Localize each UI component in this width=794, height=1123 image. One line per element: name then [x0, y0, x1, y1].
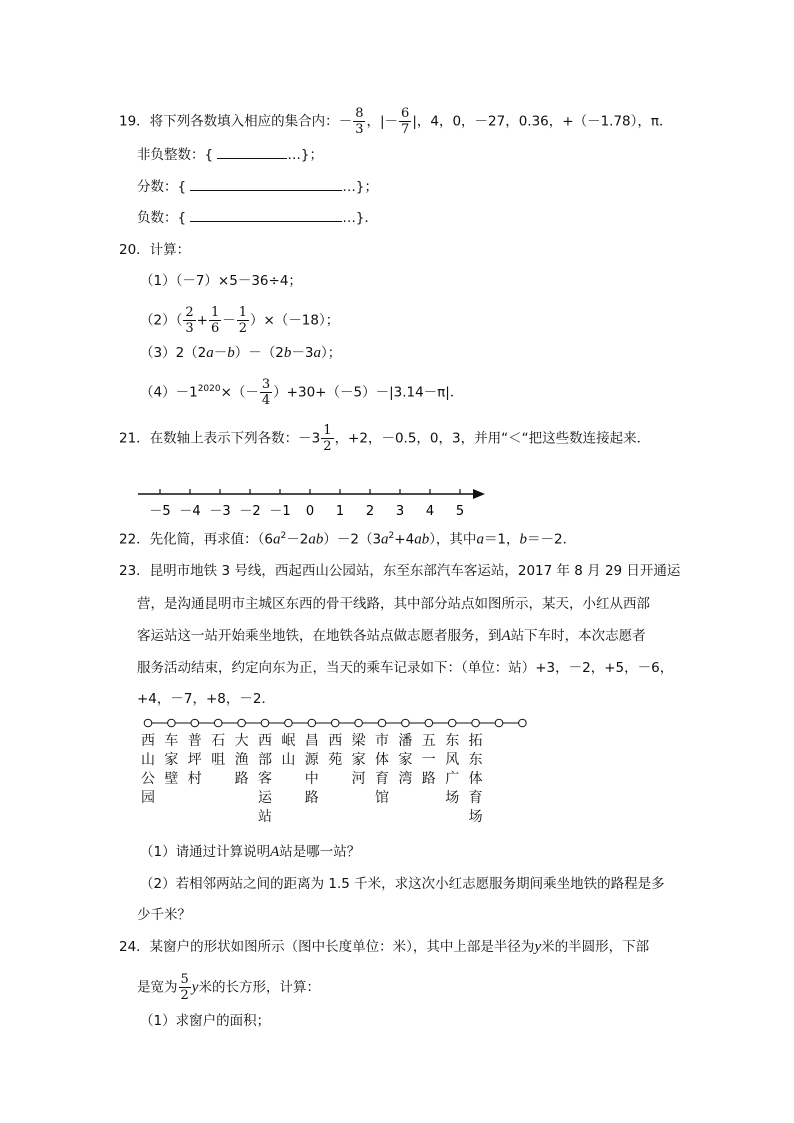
q24-line1: 24．某窗户的形状如图所示（图中长度单位：米），其中上部是半径为y米的半圆形，下部 — [119, 939, 650, 955]
station-dot — [495, 719, 503, 727]
tick-label: 1 — [335, 504, 345, 519]
station-label: 五一路 — [421, 733, 436, 787]
q20-title: 20．计算： — [119, 242, 191, 258]
tick-label: －5 — [149, 504, 171, 519]
q19-line — [119, 106, 673, 137]
mixed-fraction: $\frac{1}{2}$ — [323, 423, 332, 454]
neg-sign: － — [338, 113, 353, 130]
tick-label: 5 — [455, 504, 465, 519]
station-dot — [214, 719, 222, 727]
answer-blank[interactable] — [190, 209, 342, 222]
q24-line2: 是宽为 $\frac{5}{2}$ y米的长方形，计算： — [137, 972, 320, 1003]
q24-sub1: （1）求窗户的面积； — [140, 1013, 271, 1029]
tick-label: 3 — [395, 504, 405, 519]
number-line — [135, 484, 495, 524]
station-dot — [402, 719, 410, 727]
tick-label: 4 — [425, 504, 435, 519]
station-dot — [168, 719, 176, 727]
station-dot — [355, 719, 363, 727]
q19-lead: 19．将下列各数填入相应的集合内： — [119, 113, 339, 130]
station-label: 梁家河 — [351, 733, 366, 787]
station-dot — [331, 719, 339, 727]
station-dot — [308, 719, 316, 727]
station-dot — [238, 719, 246, 727]
station-label: 东风广场 — [445, 733, 460, 806]
station-dot — [191, 719, 199, 727]
fraction-5-2: $\frac{5}{2}$ — [180, 972, 189, 1003]
q23-line4: 服务活动结束，约定向东为正，当天的乘车记录如下：（单位：站）+3，－2，+5，－6， — [137, 660, 674, 676]
q23-line5: +4，－7，+8，－2． — [137, 691, 275, 707]
q23-sub1: （1）请通过计算说明A站是哪一站？ — [140, 844, 361, 860]
metro-line — [140, 716, 530, 730]
station-label: 石咀 — [211, 733, 226, 768]
q20-part2: （2）（ $\frac{2}{3}$ + $\frac{1}{6}$ － $\frac{1}{2}$ ）×（－18）； — [140, 305, 340, 336]
station-dot — [144, 719, 152, 727]
tick-label: －1 — [269, 504, 291, 519]
tick-label: －4 — [179, 504, 201, 519]
q23-line2: 营，是沟通昆明市主城区东西的骨干线路，其中部分站点如图所示，某天，小红从西部 — [137, 596, 650, 612]
station-label: 潘家湾 — [398, 733, 413, 787]
q20-part4: $(4)-1^{2020}\times(-$ $\frac{3}{4}$ ）+30+（－5）－|3.14－π|． — [140, 377, 464, 408]
q20-part3: （3）2（2a－b）－（2b－3a）； — [140, 345, 342, 361]
fraction-8-3: $\frac{8}{3}$ — [355, 106, 364, 137]
station-label: 车家壁 — [164, 733, 179, 787]
tick-label: 0 — [305, 504, 315, 519]
tick-label: 2 — [365, 504, 375, 519]
answer-blank[interactable] — [190, 178, 342, 191]
q23-line1: 23．昆明市地铁 3 号线，西起西山公园站，东至东部汽车客运站，2017 年 8 月 29 日开通运 — [119, 563, 681, 579]
set-nonneg-int: 非负整数：{ …}； — [137, 147, 323, 163]
station-label: 西部客运站 — [258, 733, 272, 825]
q23-sub2-cont: 少千米？ — [137, 907, 191, 923]
station-label: 普坪村 — [187, 733, 202, 787]
station-dot — [378, 719, 386, 727]
q23-line3: 客运站这一站开始乘坐地铁，在地铁各站点做志愿者服务，到A站下车时，本次志愿者 — [137, 628, 646, 644]
station-label: 大渔路 — [234, 733, 249, 787]
station-dot — [425, 719, 433, 727]
tick-label: －3 — [209, 504, 231, 519]
set-negative: 负数：{ …}． — [137, 210, 378, 226]
station-label: 岷山 — [281, 733, 296, 768]
station-label: 市体育馆 — [375, 733, 389, 806]
station-label: 西山公园 — [141, 733, 155, 806]
station-dot — [472, 719, 480, 727]
station-dot — [285, 719, 293, 727]
station-dot — [261, 719, 269, 727]
q21-line: 21．在数轴上表示下列各数：－3 $\frac{1}{2}$ ，+2，－0.5，0，3，并用“＜“把这些数连接起来． — [119, 423, 651, 454]
q19-tail: |，4，0，－27，0.36，+（－1.78），π． — [412, 113, 673, 130]
tick-label: －2 — [239, 504, 261, 519]
q22-line: 22．先化简，再求值：$(6a^2-2ab)-2(3a^2+4ab)$，其中a＝1，b＝－2． — [119, 531, 577, 548]
fraction: $\frac{3}{4}$ — [261, 377, 271, 408]
station-dot — [519, 719, 527, 727]
arrow-icon — [473, 489, 485, 499]
set-fraction: 分数：{ …}； — [137, 179, 378, 195]
fraction: $\frac{1}{2}$ — [238, 305, 247, 336]
q23-sub2: （2）若相邻两站之间的距离为 1.5 千米，求这次小红志愿服务期间乘坐地铁的路程是多 — [140, 876, 665, 892]
fraction-6-7: $\frac{6}{7}$ — [401, 106, 410, 137]
fraction: $\frac{1}{6}$ — [210, 305, 220, 336]
q19-sep: ，|－ — [366, 113, 399, 130]
station-label: 拓东体育场 — [468, 733, 483, 825]
answer-blank[interactable] — [217, 146, 287, 159]
station-label: 昌源中路 — [304, 733, 319, 806]
fraction: $\frac{2}{3}$ — [185, 305, 194, 336]
q20-part1: （1）（－7）×5－36÷4； — [140, 273, 302, 289]
station-label: 西苑 — [328, 733, 343, 768]
station-dot — [448, 719, 456, 727]
